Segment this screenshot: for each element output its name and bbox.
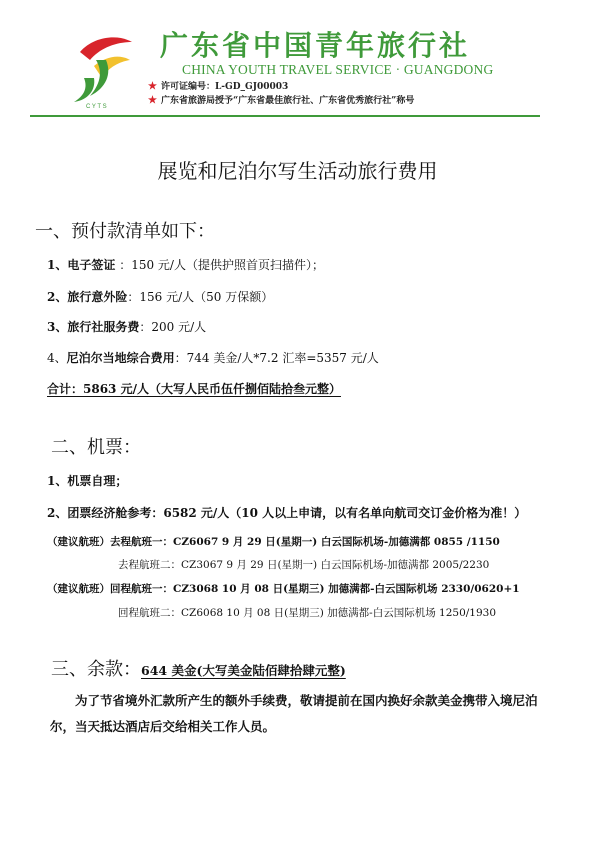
company-name-en: CHINA YOUTH TRAVEL SERVICE · GUANGDONG <box>182 62 494 77</box>
flight-row: 回程航班二：CZ6068 10 月 08 日(星期三) 加德满都-白云国际机场 1250/1930 <box>118 607 497 619</box>
item-label: 旅行社服务费 <box>67 320 140 334</box>
honor-line <box>148 93 414 106</box>
list-item <box>47 318 206 335</box>
list-item <box>47 256 324 273</box>
honor-text: 广东省旅游局授予“广东省最佳旅行社、广东省优秀旅行社”称号 <box>160 96 415 106</box>
star-icon: ★ <box>148 81 157 92</box>
section-heading-balance: 三、余款： <box>51 659 141 680</box>
item-value: ：200 元/人 <box>139 320 207 334</box>
flight-row: （建议航班）去程航班一：CZ6067 9 月 29 日(星期一) 白云国际机场-加德满都 0855 /1150 <box>47 536 500 548</box>
license-number: 许可证编号：L-GD_GJ00003 <box>160 82 289 92</box>
item-label: 电子签证 <box>67 258 116 272</box>
balance-amount: 644 美金(大写美金陆佰肆拾肆元整) <box>141 663 346 678</box>
star-icon: ★ <box>148 95 157 106</box>
item-number: 4、 <box>47 351 67 365</box>
section-heading-prepayment: 一、预付款清单如下： <box>35 221 215 242</box>
balance-line <box>51 655 346 681</box>
item-value: ：744 美金/人*7.2 汇率=5357 元/人 <box>174 351 379 365</box>
item-number: 3、 <box>47 320 68 334</box>
document-title: 展览和尼泊尔写生活动旅行费用 <box>157 159 438 183</box>
cyts-logo <box>66 30 140 110</box>
balance-paragraph: 为了节省境外汇款所产生的额外手续费，敬请提前在国内换好余款美金携带入境尼泊尔，当天抵达酒店后交给相关工作人员。 <box>50 693 538 734</box>
item-value: ：156 元/人（50 万保额） <box>127 290 274 304</box>
section-heading-airfare: 二、机票： <box>51 437 141 458</box>
airfare-item-1: 1、机票自理； <box>47 474 128 488</box>
item-number: 2、 <box>47 290 68 304</box>
license-line <box>148 79 288 92</box>
company-name-cn: 广东省中国青年旅行社 <box>160 29 471 62</box>
total-line: 合计：5863 元/人（大写人民币伍仟捌佰陆拾叁元整） <box>47 382 341 396</box>
logo-text: C Y T S <box>86 104 107 110</box>
flight-row: （建议航班）回程航班一：CZ3068 10 月 08 日(星期三) 加德满都-白云国际机场 2330/0620+1 <box>47 583 520 595</box>
list-item <box>47 288 273 305</box>
item-label: 旅行意外险 <box>67 290 128 304</box>
list-item <box>47 349 379 366</box>
letterhead-divider <box>30 115 540 117</box>
item-value: ：150 元/人（提供护照首页扫描件）； <box>115 258 324 272</box>
airfare-item-2: 2、团票经济舱参考：6582 元/人（10 人以上申请，以有名单向航司交订金价格为准！） <box>47 506 527 520</box>
item-label: 尼泊尔当地综合费用 <box>66 351 175 365</box>
item-number: 1、 <box>47 258 68 272</box>
flight-row: 去程航班二：CZ3067 9 月 29 日(星期一) 白云国际机场-加德满都 2005/2230 <box>118 559 490 571</box>
